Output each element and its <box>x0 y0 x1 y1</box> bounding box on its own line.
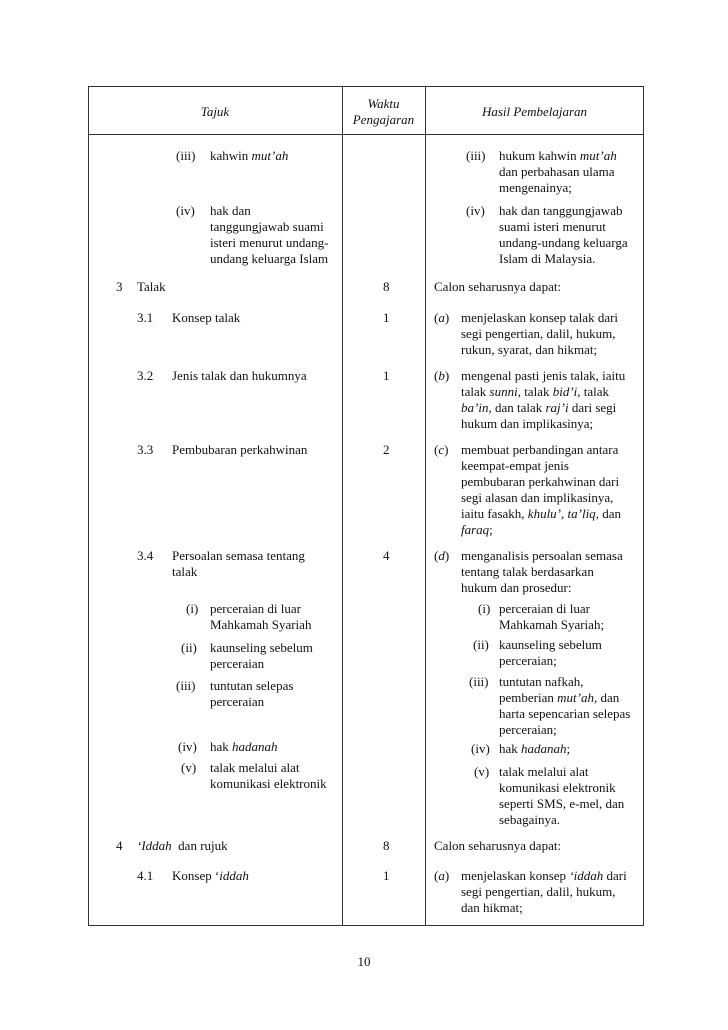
outcome-text: Islam di Malaysia. <box>499 251 596 266</box>
sub-item-text: perceraian <box>210 656 265 671</box>
outcome-text: mengenainya; <box>499 180 572 195</box>
section-number: 3 <box>116 279 123 294</box>
outcome-letter: (b) <box>434 368 450 383</box>
outcome-sub-number: (i) <box>478 601 491 616</box>
header-topic: Tajuk <box>200 104 230 119</box>
header-time-line1: Waktu <box>367 96 400 111</box>
outcome-letter: (d) <box>434 548 450 563</box>
sub-item-text: perceraian <box>210 694 265 709</box>
subsection-title: Persoalan semasa tentang <box>172 548 305 563</box>
sub-item-number: (iii) <box>176 678 196 693</box>
outcome-letter: (c) <box>434 442 449 457</box>
outcome-text: suami isteri menurut <box>499 219 606 234</box>
sub-item-text: tuntutan selepas <box>210 678 294 693</box>
outcome-text: hak hadanah; <box>499 741 571 756</box>
column-divider <box>425 86 426 926</box>
subsection-time: 2 <box>383 442 390 457</box>
sub-item-text: talak melalui alat <box>210 760 300 775</box>
sub-item-text: perceraian di luar <box>210 601 301 616</box>
outcome-sub-number: (iii) <box>469 674 489 689</box>
outcome-text: mengenal pasti jenis talak, iaitu <box>461 368 626 383</box>
subsection-time: 1 <box>383 368 390 383</box>
outcome-text: menjelaskan konsep ‘iddah dari <box>461 868 627 883</box>
outcome-text: keempat-empat jenis <box>461 458 569 473</box>
outcome-text: faraq; <box>461 522 493 537</box>
outcome-text: seperti SMS, e-mel, dan <box>499 796 625 811</box>
outcome-text: kaunseling sebelum <box>499 637 602 652</box>
outcome-sub-number: (ii) <box>473 637 489 652</box>
outcome-text: menjelaskan konsep talak dari <box>461 310 619 325</box>
outcome-text: komunikasi elektronik <box>499 780 616 795</box>
section-time: 8 <box>383 279 390 294</box>
outcome-sub-number: (v) <box>474 764 490 779</box>
outcome-sub-number: (iv) <box>471 741 490 756</box>
outcome-text: talak melalui alat <box>499 764 589 779</box>
sub-item-text: komunikasi elektronik <box>210 776 327 791</box>
sub-item-text: kaunseling sebelum <box>210 640 313 655</box>
section-outcome: Calon seharusnya dapat: <box>434 838 562 853</box>
subsection-number: 3.4 <box>137 548 154 563</box>
subsection-time: 1 <box>383 868 390 883</box>
header-time-line2: Pengajaran <box>352 112 415 127</box>
outcome-text: talak sunni, talak bid’i, talak <box>461 384 610 399</box>
subsection-title: Pembubaran perkahwinan <box>172 442 308 457</box>
sub-item-number: (iii) <box>176 148 196 163</box>
sub-item-text: tanggungjawab suami <box>210 219 324 234</box>
sub-item-text: hak dan <box>210 203 251 218</box>
sub-item-number: (v) <box>181 760 197 775</box>
subsection-title: Konsep talak <box>172 310 241 325</box>
section-title: ‘Iddah dan rujuk <box>137 838 228 853</box>
sub-item-text: Mahkamah Syariah <box>210 617 312 632</box>
subsection-number: 3.2 <box>137 368 154 383</box>
sub-item-text: kahwin mut’ah <box>210 148 289 163</box>
subsection-title: Jenis talak dan hukumnya <box>172 368 307 383</box>
outcome-text: segi pengertian, dalil, hukum, <box>461 326 616 341</box>
outcome-text: pemberian mut’ah, dan <box>499 690 620 705</box>
subsection-title: talak <box>172 564 198 579</box>
subsection-number: 3.1 <box>137 310 154 325</box>
sub-item-number: (i) <box>186 601 199 616</box>
outcome-text: hak dan tanggungjawab <box>499 203 623 218</box>
outcome-text: iaitu fasakh, khulu’, ta’liq, dan <box>461 506 621 521</box>
subsection-time: 4 <box>383 548 390 563</box>
sub-item-number: (iv) <box>178 739 197 754</box>
outcome-text: ba’in, dan talak raj’i dari segi <box>461 400 617 415</box>
outcome-text: hukum dan prosedur: <box>461 580 572 595</box>
outcome-text: rukun, syarat, dan hikmat; <box>461 342 598 357</box>
outcome-text: perceraian di luar <box>499 601 590 616</box>
subsection-time: 1 <box>383 310 390 325</box>
outcome-text: segi alasan dan implikasinya, <box>461 490 614 505</box>
sub-item-number: (ii) <box>181 640 197 655</box>
outcome-text: hukum kahwin mut’ah <box>499 148 617 163</box>
outcome-text: Mahkamah Syariah; <box>499 617 605 632</box>
outcome-text: hukum dan implikasinya; <box>461 416 594 431</box>
sub-item-text: isteri menurut undang- <box>210 235 329 250</box>
sub-item-text: hak hadanah <box>210 739 278 754</box>
subsection-number: 3.3 <box>137 442 154 457</box>
outcome-text: pembubaran perkahwinan dari <box>461 474 620 489</box>
outcome-text: tentang talak berdasarkan <box>461 564 594 579</box>
outcome-text: tuntutan nafkah, <box>499 674 584 689</box>
outcome-text: menganalisis persoalan semasa <box>461 548 623 563</box>
header-outcome: Hasil Pembelajaran <box>481 104 588 119</box>
column-divider <box>342 86 343 926</box>
outcome-letter: (a) <box>434 868 450 883</box>
header-divider <box>88 134 644 135</box>
outcome-text: perceraian; <box>499 653 557 668</box>
outcome-text: perceraian; <box>499 722 557 737</box>
section-number: 4 <box>116 838 123 853</box>
outcome-text: segi pengertian, dalil, hukum, <box>461 884 616 899</box>
outcome-text: undang-undang keluarga <box>499 235 628 250</box>
outcome-text: dan hikmat; <box>461 900 523 915</box>
outcome-text: harta sepencarian selepas <box>499 706 631 721</box>
sub-item-number: (iv) <box>176 203 195 218</box>
outcome-sub-number: (iv) <box>466 203 485 218</box>
section-time: 8 <box>383 838 390 853</box>
outcome-sub-number: (iii) <box>466 148 486 163</box>
section-title: Talak <box>137 279 166 294</box>
outcome-letter: (a) <box>434 310 450 325</box>
outcome-text: sebagainya. <box>499 812 561 827</box>
sub-item-text: undang keluarga Islam <box>210 251 329 266</box>
page-number: 10 <box>357 954 371 969</box>
outcome-text: membuat perbandingan antara <box>461 442 619 457</box>
section-outcome: Calon seharusnya dapat: <box>434 279 562 294</box>
subsection-title: Konsep ‘iddah <box>172 868 249 883</box>
subsection-number: 4.1 <box>137 868 154 883</box>
outcome-text: dan perbahasan ulama <box>499 164 615 179</box>
